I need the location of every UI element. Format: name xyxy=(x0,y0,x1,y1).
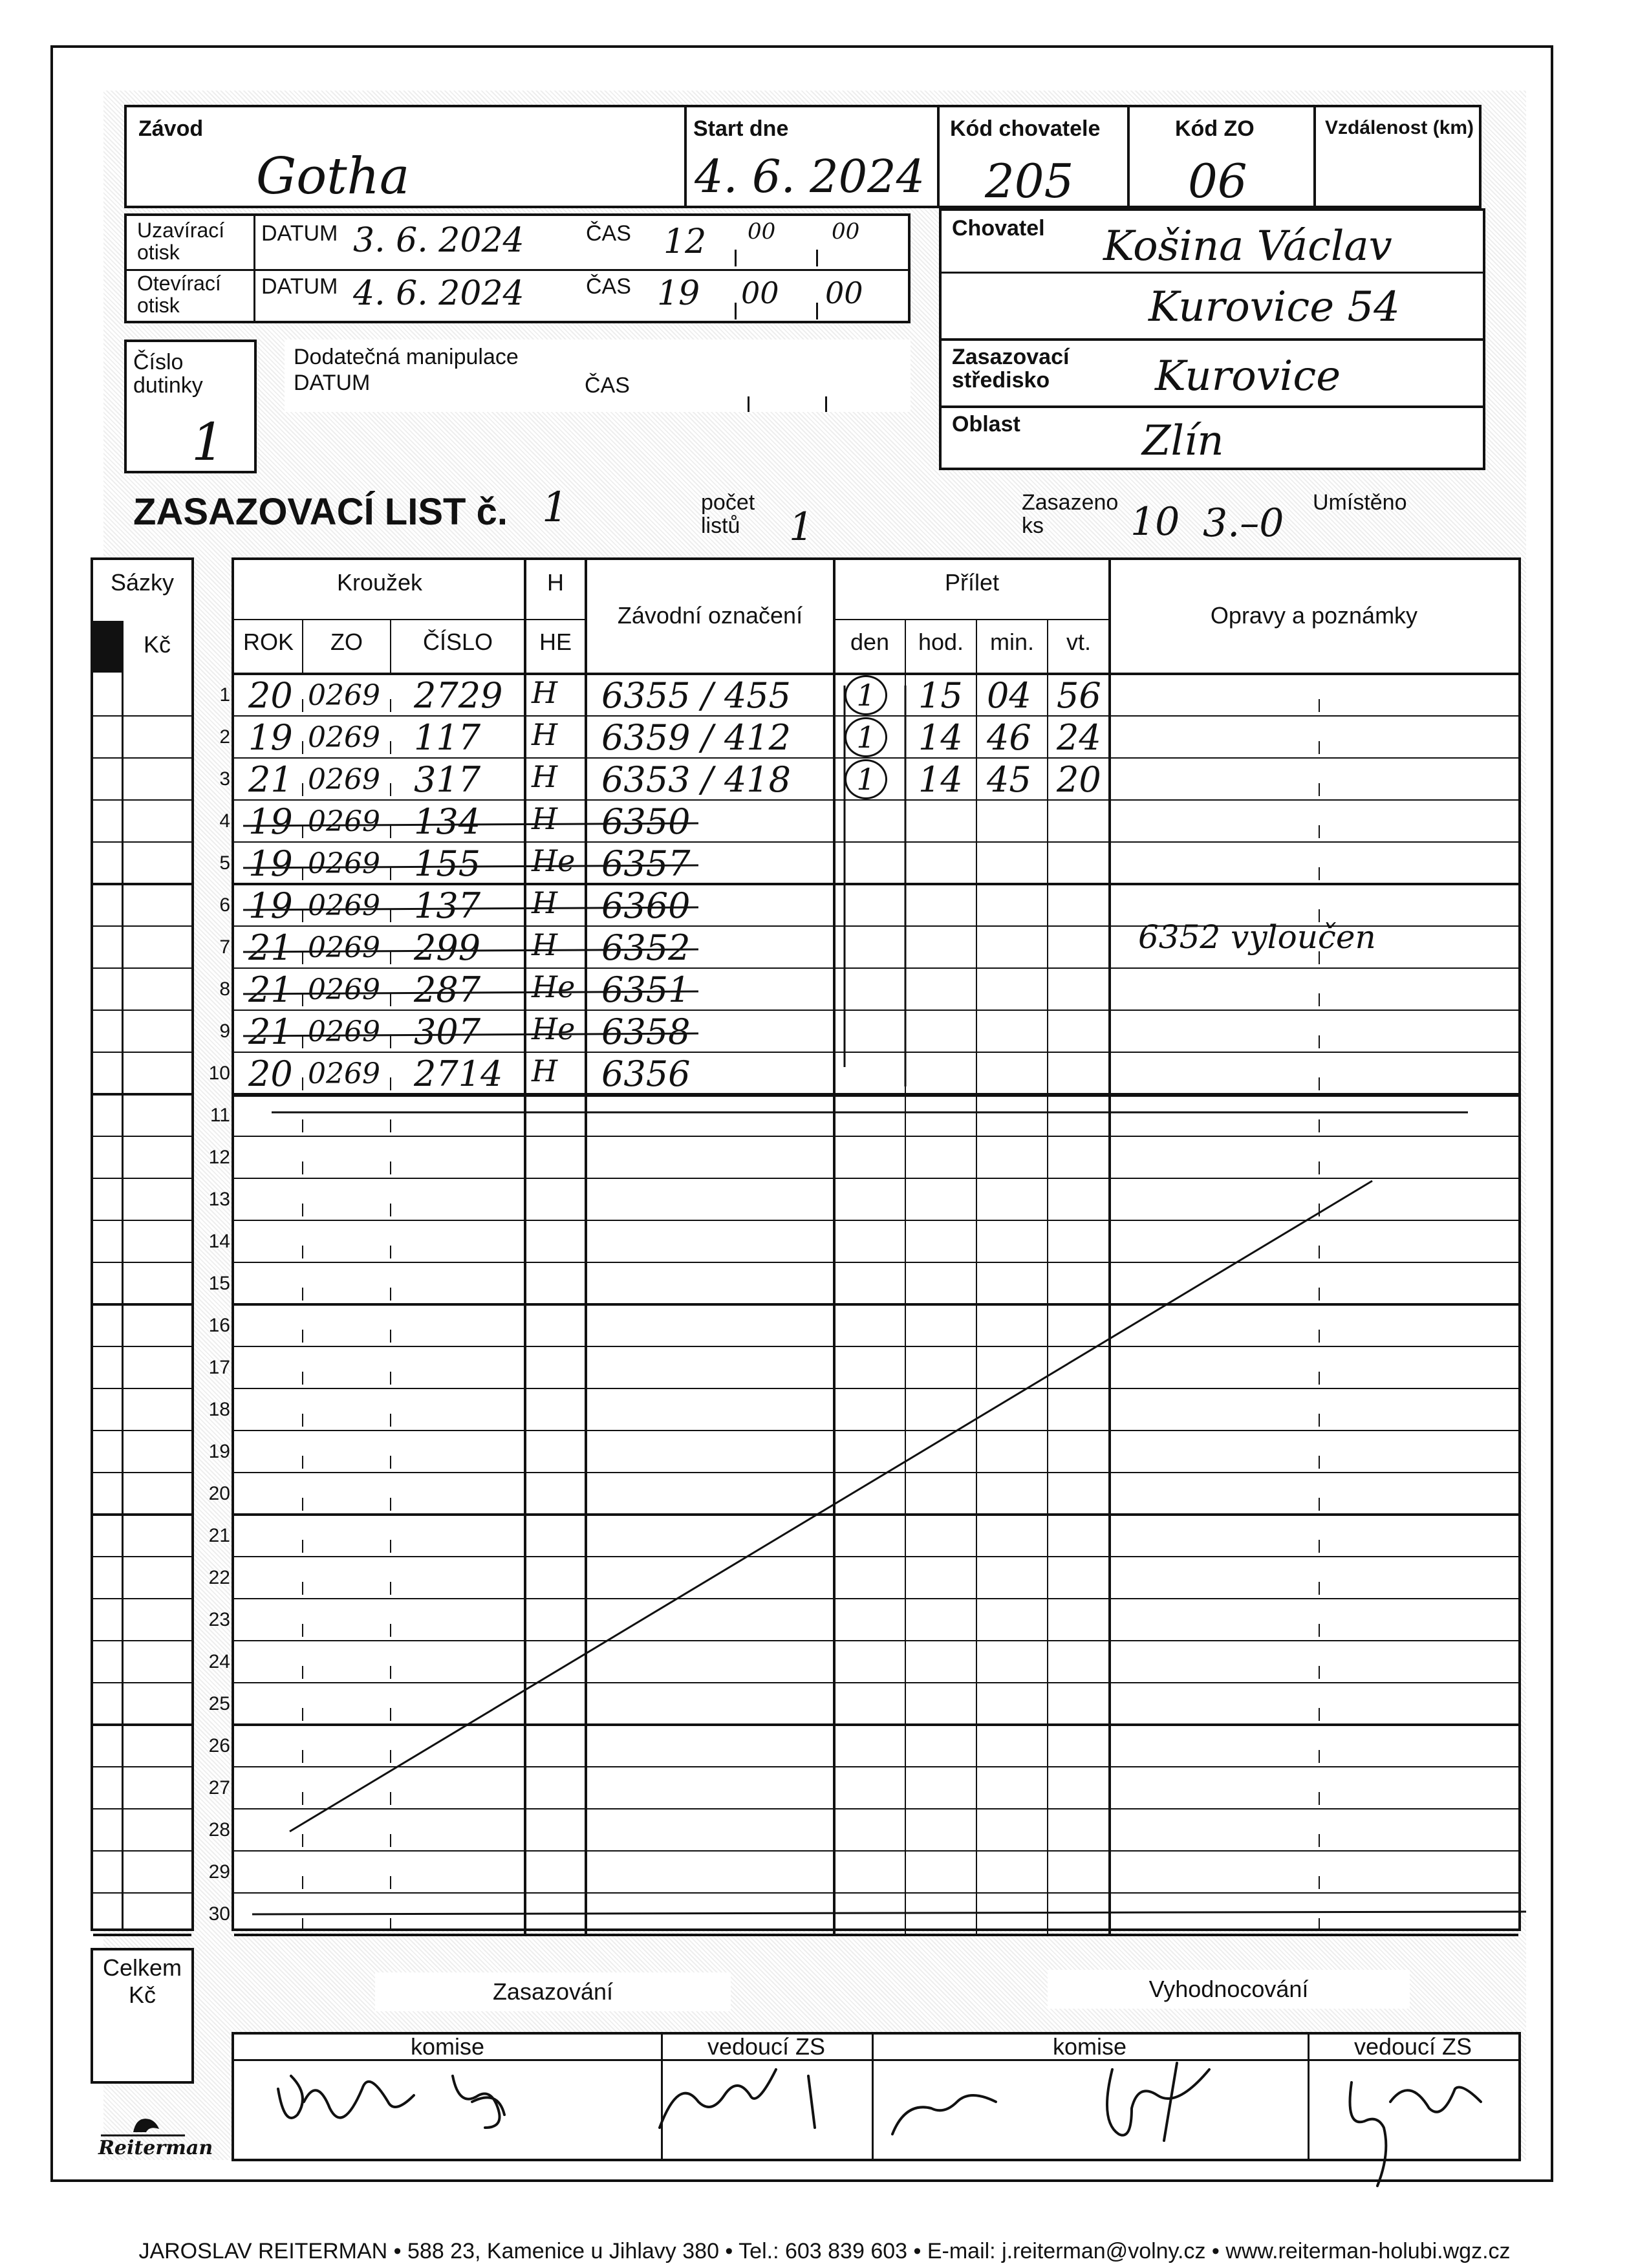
min-label: min. xyxy=(989,629,1034,655)
manipulace-datum-label: DATUM xyxy=(294,371,371,395)
arrival-day[interactable]: 1 xyxy=(845,675,887,715)
start-label: Start dne xyxy=(693,116,789,141)
ring-year[interactable]: 21 xyxy=(248,969,293,1010)
h-label: H xyxy=(547,569,564,596)
sex-mark[interactable]: H xyxy=(532,717,558,752)
race-mark[interactable]: 6356 xyxy=(601,1053,691,1094)
uzaviraci-label: Uzavírací otisk xyxy=(137,219,225,264)
race-mark[interactable]: 6360 xyxy=(601,885,691,926)
oblast-label: Oblast xyxy=(952,412,1020,437)
zavod-value[interactable]: Gotha xyxy=(256,147,410,206)
oteviraci-cas-label: ČAS xyxy=(586,274,631,299)
signature-3 xyxy=(660,2069,815,2128)
start-value[interactable]: 4. 6. 2024 xyxy=(695,150,925,203)
ring-number[interactable]: 155 xyxy=(414,843,481,884)
row-number: 1 xyxy=(219,684,230,706)
uzaviraci-cas-label: ČAS xyxy=(586,221,631,246)
sazky-kc-label: Kč xyxy=(143,631,171,658)
row-number: 26 xyxy=(208,1735,230,1756)
zasazeno-value[interactable]: 10 xyxy=(1130,499,1180,545)
signature-4 xyxy=(892,2095,996,2134)
row-number: 14 xyxy=(208,1231,230,1252)
zavodni-label: Závodní označení xyxy=(617,602,803,629)
ring-zo[interactable]: 0269 xyxy=(308,1057,380,1090)
ring-year[interactable]: 19 xyxy=(248,843,293,884)
row-number: 10 xyxy=(208,1063,230,1084)
row-number: 19 xyxy=(208,1441,230,1462)
zavod-label: Závod xyxy=(138,116,204,141)
chovatel-label: Chovatel xyxy=(952,216,1045,241)
row-number: 29 xyxy=(208,1861,230,1883)
signature-2 xyxy=(453,2076,504,2128)
row-number: 11 xyxy=(210,1105,230,1126)
uzaviraci-cas-s[interactable]: 00 xyxy=(832,219,860,244)
umisteno-label: Umístěno xyxy=(1313,490,1407,515)
row-number: 8 xyxy=(219,978,230,1000)
race-mark[interactable]: 6350 xyxy=(601,801,691,842)
race-mark[interactable]: 6355 / 455 xyxy=(601,675,792,716)
kod-zo-value[interactable]: 06 xyxy=(1188,154,1247,208)
ring-zo[interactable]: 0269 xyxy=(308,973,380,1006)
race-mark[interactable]: 6357 xyxy=(601,843,691,884)
arrival-second[interactable]: 24 xyxy=(1057,717,1101,758)
footer: JAROSLAV REITERMAN • 588 23, Kamenice u Jihlavy 380 • Tel.: 603 839 603 • E-mail: j.reiterman@volny.cz • www.reiterman-holubi.wgz.cz xyxy=(138,2239,1511,2263)
note[interactable]: 6352 vyloučen xyxy=(1138,918,1376,956)
row-number: 23 xyxy=(208,1609,230,1630)
ring-number[interactable]: 137 xyxy=(414,885,481,926)
arrival-second[interactable]: 56 xyxy=(1057,675,1101,716)
ring-number[interactable]: 307 xyxy=(414,1011,481,1052)
arrival-minute[interactable]: 04 xyxy=(987,675,1031,716)
signature-5 xyxy=(1107,2063,1209,2141)
kod-chovatele-label: Kód chovatele xyxy=(950,116,1101,141)
row-number: 25 xyxy=(208,1693,230,1714)
arrival-day[interactable]: 1 xyxy=(845,717,887,757)
arrival-day[interactable]: 1 xyxy=(845,759,887,799)
race-mark[interactable]: 6352 xyxy=(601,927,691,968)
sex-mark[interactable]: H xyxy=(532,759,558,794)
arrival-hour[interactable]: 14 xyxy=(918,717,963,758)
sex-mark[interactable]: He xyxy=(532,969,576,1004)
arrival-minute[interactable]: 46 xyxy=(987,717,1031,758)
pocet-label: počet listů xyxy=(701,490,755,538)
opravy-label: Opravy a poznámky xyxy=(1210,602,1418,629)
logo-text: Reiterman xyxy=(98,2137,213,2159)
zasazovani-vedouci-label: vedoucí ZS xyxy=(707,2033,826,2060)
arrival-hour[interactable]: 14 xyxy=(918,759,963,800)
sex-mark[interactable]: He xyxy=(532,1011,576,1046)
row-number: 6 xyxy=(219,894,230,916)
row-number: 17 xyxy=(208,1357,230,1378)
ring-number[interactable]: 287 xyxy=(414,969,481,1010)
row-number: 2 xyxy=(219,726,230,748)
row-number: 5 xyxy=(219,852,230,874)
cislo-label: ČÍSLO xyxy=(422,629,493,655)
ring-number[interactable]: 2729 xyxy=(414,675,503,716)
row-number: 30 xyxy=(208,1903,230,1925)
zo-label: ZO xyxy=(330,629,363,655)
chovatel-address[interactable]: Kurovice 54 xyxy=(1148,283,1400,331)
row-number: 4 xyxy=(219,810,230,832)
ring-zo[interactable]: 0269 xyxy=(308,721,380,754)
ring-year[interactable]: 19 xyxy=(248,717,293,758)
chovatel-name[interactable]: Košina Václav xyxy=(1103,222,1392,270)
sazky-label: Sázky xyxy=(110,569,175,596)
race-mark[interactable]: 6351 xyxy=(601,969,691,1010)
row-number: 24 xyxy=(208,1651,230,1672)
vyhodnocovani-label: Vyhodnocování xyxy=(1048,1970,1410,2009)
oteviraci-cas-h[interactable]: 19 xyxy=(657,274,700,313)
vyhodnocovani-komise-label: komise xyxy=(1052,2033,1127,2060)
race-mark[interactable]: 6358 xyxy=(601,1011,691,1052)
vt-label: vt. xyxy=(1066,629,1091,655)
uzaviraci-cas-h[interactable]: 12 xyxy=(663,222,707,261)
manipulace-title: Dodatečná manipulace xyxy=(294,345,519,369)
uzaviraci-datum-value[interactable]: 3. 6. 2024 xyxy=(353,221,524,260)
race-mark[interactable]: 6353 / 418 xyxy=(601,759,792,800)
he-label: HE xyxy=(539,629,572,655)
row-number: 20 xyxy=(208,1483,230,1504)
oteviraci-datum-label: DATUM xyxy=(261,274,338,299)
rok-label: ROK xyxy=(242,629,294,655)
sex-mark[interactable]: H xyxy=(532,801,558,836)
row-number: 15 xyxy=(208,1273,230,1294)
zasazovani-komise-label: komise xyxy=(410,2033,485,2060)
ring-zo[interactable]: 0269 xyxy=(308,805,380,838)
row-number: 28 xyxy=(208,1819,230,1841)
row-number: 21 xyxy=(208,1525,230,1546)
row-number: 22 xyxy=(208,1567,230,1588)
race-mark[interactable]: 6359 / 412 xyxy=(601,717,792,758)
ring-year[interactable]: 19 xyxy=(248,801,293,842)
ring-zo[interactable]: 0269 xyxy=(308,763,380,796)
oteviraci-datum-value[interactable]: 4. 6. 2024 xyxy=(353,274,524,313)
reiterman-logo xyxy=(94,2103,213,2161)
uzaviraci-datum-label: DATUM xyxy=(261,221,338,246)
sex-mark[interactable]: He xyxy=(532,843,576,878)
hod-label: hod. xyxy=(918,629,964,655)
manipulace-cas-label: ČAS xyxy=(585,373,630,398)
oblast-value[interactable]: Zlín xyxy=(1142,417,1224,465)
ring-year[interactable]: 21 xyxy=(248,927,293,968)
zasazovani-label: Zasazování xyxy=(375,1972,731,2011)
ring-zo[interactable]: 0269 xyxy=(308,889,380,922)
den-label: den xyxy=(850,629,890,655)
ring-number[interactable]: 134 xyxy=(414,801,481,842)
ring-number[interactable]: 317 xyxy=(414,759,481,800)
oteviraci-cas-m[interactable]: 00 xyxy=(741,275,779,310)
prilet-label: Přílet xyxy=(944,569,1000,596)
pigeon-icon xyxy=(94,2103,191,2142)
ring-year[interactable]: 20 xyxy=(248,1053,293,1094)
row-number: 16 xyxy=(208,1315,230,1336)
sex-mark[interactable]: H xyxy=(532,675,558,710)
ring-year[interactable]: 21 xyxy=(248,759,293,800)
arrival-hour[interactable]: 15 xyxy=(918,675,963,716)
arrival-second[interactable]: 20 xyxy=(1057,759,1101,800)
row-number: 3 xyxy=(219,768,230,790)
ring-zo[interactable]: 0269 xyxy=(308,931,380,964)
row-number: 7 xyxy=(219,936,230,958)
ring-zo[interactable]: 0269 xyxy=(308,1015,380,1048)
uzaviraci-cas-m[interactable]: 00 xyxy=(748,219,776,244)
oteviraci-label: Otevírací otisk xyxy=(137,272,221,317)
stredisko-value[interactable]: Kurovice xyxy=(1155,352,1341,400)
sex-mark[interactable]: H xyxy=(532,885,558,920)
kod-chovatele-value[interactable]: 205 xyxy=(985,154,1074,208)
vzdalenost-label: Vzdálenost (km) xyxy=(1325,117,1474,138)
ring-zo[interactable]: 0269 xyxy=(308,847,380,880)
list-number[interactable]: 1 xyxy=(542,484,568,532)
kod-zo-label: Kód ZO xyxy=(1175,116,1255,141)
dutinka-label: Číslo dutinky xyxy=(133,350,203,398)
sex-mark[interactable]: H xyxy=(532,1053,558,1088)
zasazeno-label: Zasazeno ks xyxy=(1022,490,1119,538)
ring-year[interactable]: 21 xyxy=(248,1011,293,1052)
oteviraci-cas-s[interactable]: 00 xyxy=(825,275,863,310)
arrival-minute[interactable]: 45 xyxy=(987,759,1031,800)
pocet-value[interactable]: 1 xyxy=(789,504,814,550)
dutinka-value[interactable]: 1 xyxy=(191,412,224,472)
ring-year[interactable]: 19 xyxy=(248,885,293,926)
vyhodnocovani-vedouci-label: vedoucí ZS xyxy=(1353,2033,1472,2060)
celkem-label: Celkem Kč xyxy=(102,1954,182,2008)
row-number: 27 xyxy=(208,1777,230,1798)
row-number: 9 xyxy=(219,1021,230,1042)
umisteno-value[interactable]: 3.–0 xyxy=(1203,501,1284,546)
sex-mark[interactable]: H xyxy=(532,927,558,962)
stredisko-label: Zasazovací středisko xyxy=(952,345,1070,393)
ring-zo[interactable]: 0269 xyxy=(308,679,380,712)
signature-1 xyxy=(278,2076,414,2118)
list-title: ZASAZOVACÍ LIST č. xyxy=(133,491,508,533)
ring-year[interactable]: 20 xyxy=(248,675,293,716)
ring-number[interactable]: 117 xyxy=(414,717,481,758)
ring-number[interactable]: 299 xyxy=(414,927,481,968)
signature-6 xyxy=(1350,2082,1482,2186)
ring-number[interactable]: 2714 xyxy=(414,1053,503,1094)
row-number: 18 xyxy=(208,1399,230,1420)
krouzek-label: Kroužek xyxy=(336,569,423,596)
row-number: 12 xyxy=(208,1147,230,1168)
row-number: 13 xyxy=(208,1189,230,1210)
